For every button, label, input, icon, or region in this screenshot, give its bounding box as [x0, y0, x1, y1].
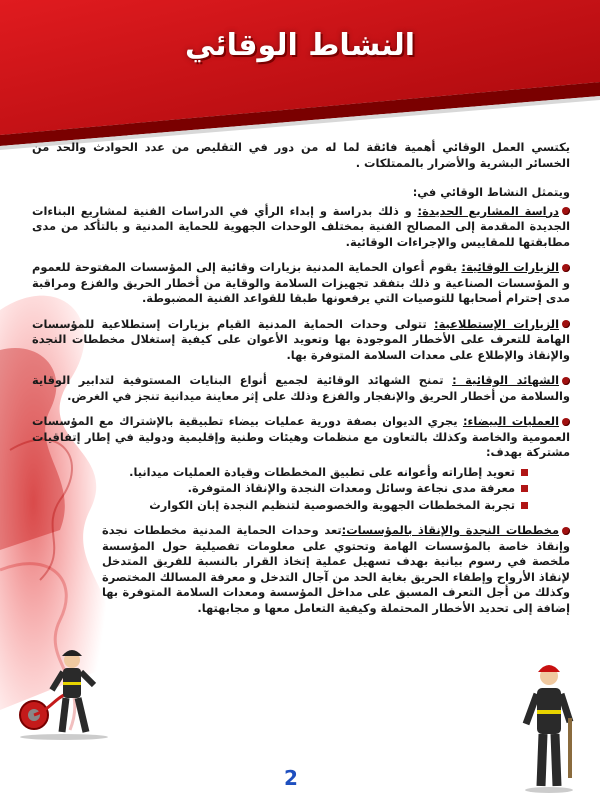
list-item: تجربة المخططات الجهوية والخصوصية لتنظيم النجدة إبان الكوارث — [32, 498, 528, 514]
section-preventive-visits — [32, 260, 570, 307]
main-content — [32, 140, 570, 626]
bullet-circle-icon — [562, 418, 570, 426]
firefighter-with-hose-illustration — [14, 640, 114, 740]
section-rescue-plans — [32, 523, 570, 616]
section-new-projects — [32, 204, 570, 251]
bullet-circle-icon — [562, 377, 570, 385]
firefighter-standing-illustration — [518, 658, 580, 793]
section-heading: الزيارات الإستطلاعية: — [434, 316, 559, 331]
section-heading: العمليات البيضاء: — [462, 414, 559, 428]
section-body: و ذلك بدراسة و إبداء الرأي في الدراسات الفنية لمشاريع البناءات الجديدة المقدمة إلى المصالح الفنية بمختلف الوحدات الجهوية للحماية المدنية و بالتأكد من مدى مطابقتها للمقاييس والإجراءات الوقائية. — [32, 203, 570, 249]
square-bullet-icon — [521, 485, 528, 492]
section-heading: دراسة المشاريع الجديدة: — [417, 203, 559, 218]
section-heading: الزيارات الوقائية: — [461, 260, 559, 274]
section-heading: الشهائد الوقائية : — [452, 373, 559, 387]
bullet-circle-icon — [562, 527, 570, 535]
bullet-circle-icon — [562, 264, 570, 272]
section-heading: مخططات النجدة والإنقاذ بالمؤسسات: — [341, 523, 559, 537]
section-body: تعد وحدات الحماية المدنية مخططات نجدة وإنقاذ خاصة بالمؤسسات الهامة وتحتوي على معلومات تفصيلية حول المؤسسة ملخصة في رسوم بيانية بهدف تسهيل عملية إتخاذ القرار بالنسبة للفريق المتدخل لإنقاذ الأرواح وإطفاء الحريق بغاية الحد من آجال التدخل و معرفة المسالك المختصرة وكذلك من أجل التعرف المسبق على مداخل المؤسسة ومعدات السلامة المتوفرة بها إضافة إلى تحديد الأخطار المحتملة وكيفية التعامل معها و مجابهتها. — [102, 523, 570, 615]
square-bullet-icon — [521, 502, 528, 509]
square-bullet-icon — [521, 469, 528, 476]
objectives-list — [32, 465, 570, 514]
section-body: تتولى وحدات الحماية المدنية القيام بزيارات إستطلاعية للمؤسسات الهامة للتعرف على الأخطار الموجودة بها وتعويد الأعوان على كيفية إستغلال مخططات النجدة والإنقاذ والإطلاع على معدات السلامة المتوفرة بها. — [32, 316, 570, 362]
section-body: يجري الديوان بصفة دورية عمليات بيضاء تطبيقية بالإشتراك مع المؤسسات العمومية والخاصة وكذلك بالتعاون مع منظمات وهيئات وطنية وإقليمية ودولية في إطار إتفاقيات مشتركة بهدف: — [32, 414, 570, 459]
bullet-circle-icon — [562, 320, 570, 328]
lead-line: ويتمثل النشاط الوقائي في: — [412, 185, 570, 199]
intro-paragraph: يكتسي العمل الوقائي أهمية فائقة لما له من دور في التقليص من عدد الحوادث والحد من الخسائر البشرية والأضرار بالممتلكات . — [32, 140, 570, 170]
section-certificates — [32, 373, 570, 404]
section-body: تمنح الشهائد الوقائية لجميع أنواع البنايات المستوفية لتدابير الوقاية والسلامة من أخطار الحريق والإنفجار والفزع وذلك على إثر معاينة ميدانية تنجز في الغرض. — [32, 373, 570, 403]
header-banner — [0, 0, 600, 150]
page-number: 2 — [284, 766, 298, 790]
section-body: يقوم أعوان الحماية المدنية بزيارات وقائية إلى المؤسسات المفتوحة للعموم و المؤسسات الصناعية و ذلك بتفقد تجهيزات السلامة والوقاية من أخطار الحريق والفزع ومراقبة مدى إحترام أصحابها للتوصيات التي يرفعونها طبقا للقواعد الفنية المضبوطة. — [32, 260, 570, 305]
list-item: تعويد إطاراته وأعوانه على تطبيق المخططات وقيادة العمليات ميدانيا. — [32, 465, 528, 481]
page-title: النشاط الوقائي — [184, 28, 416, 63]
section-white-exercises — [32, 414, 570, 513]
bullet-circle-icon — [562, 207, 570, 215]
list-item: معرفة مدى نجاعة وسائل ومعدات النجدة والإنقاذ المتوفرة. — [32, 481, 528, 497]
section-reconnaissance-visits — [32, 317, 570, 364]
